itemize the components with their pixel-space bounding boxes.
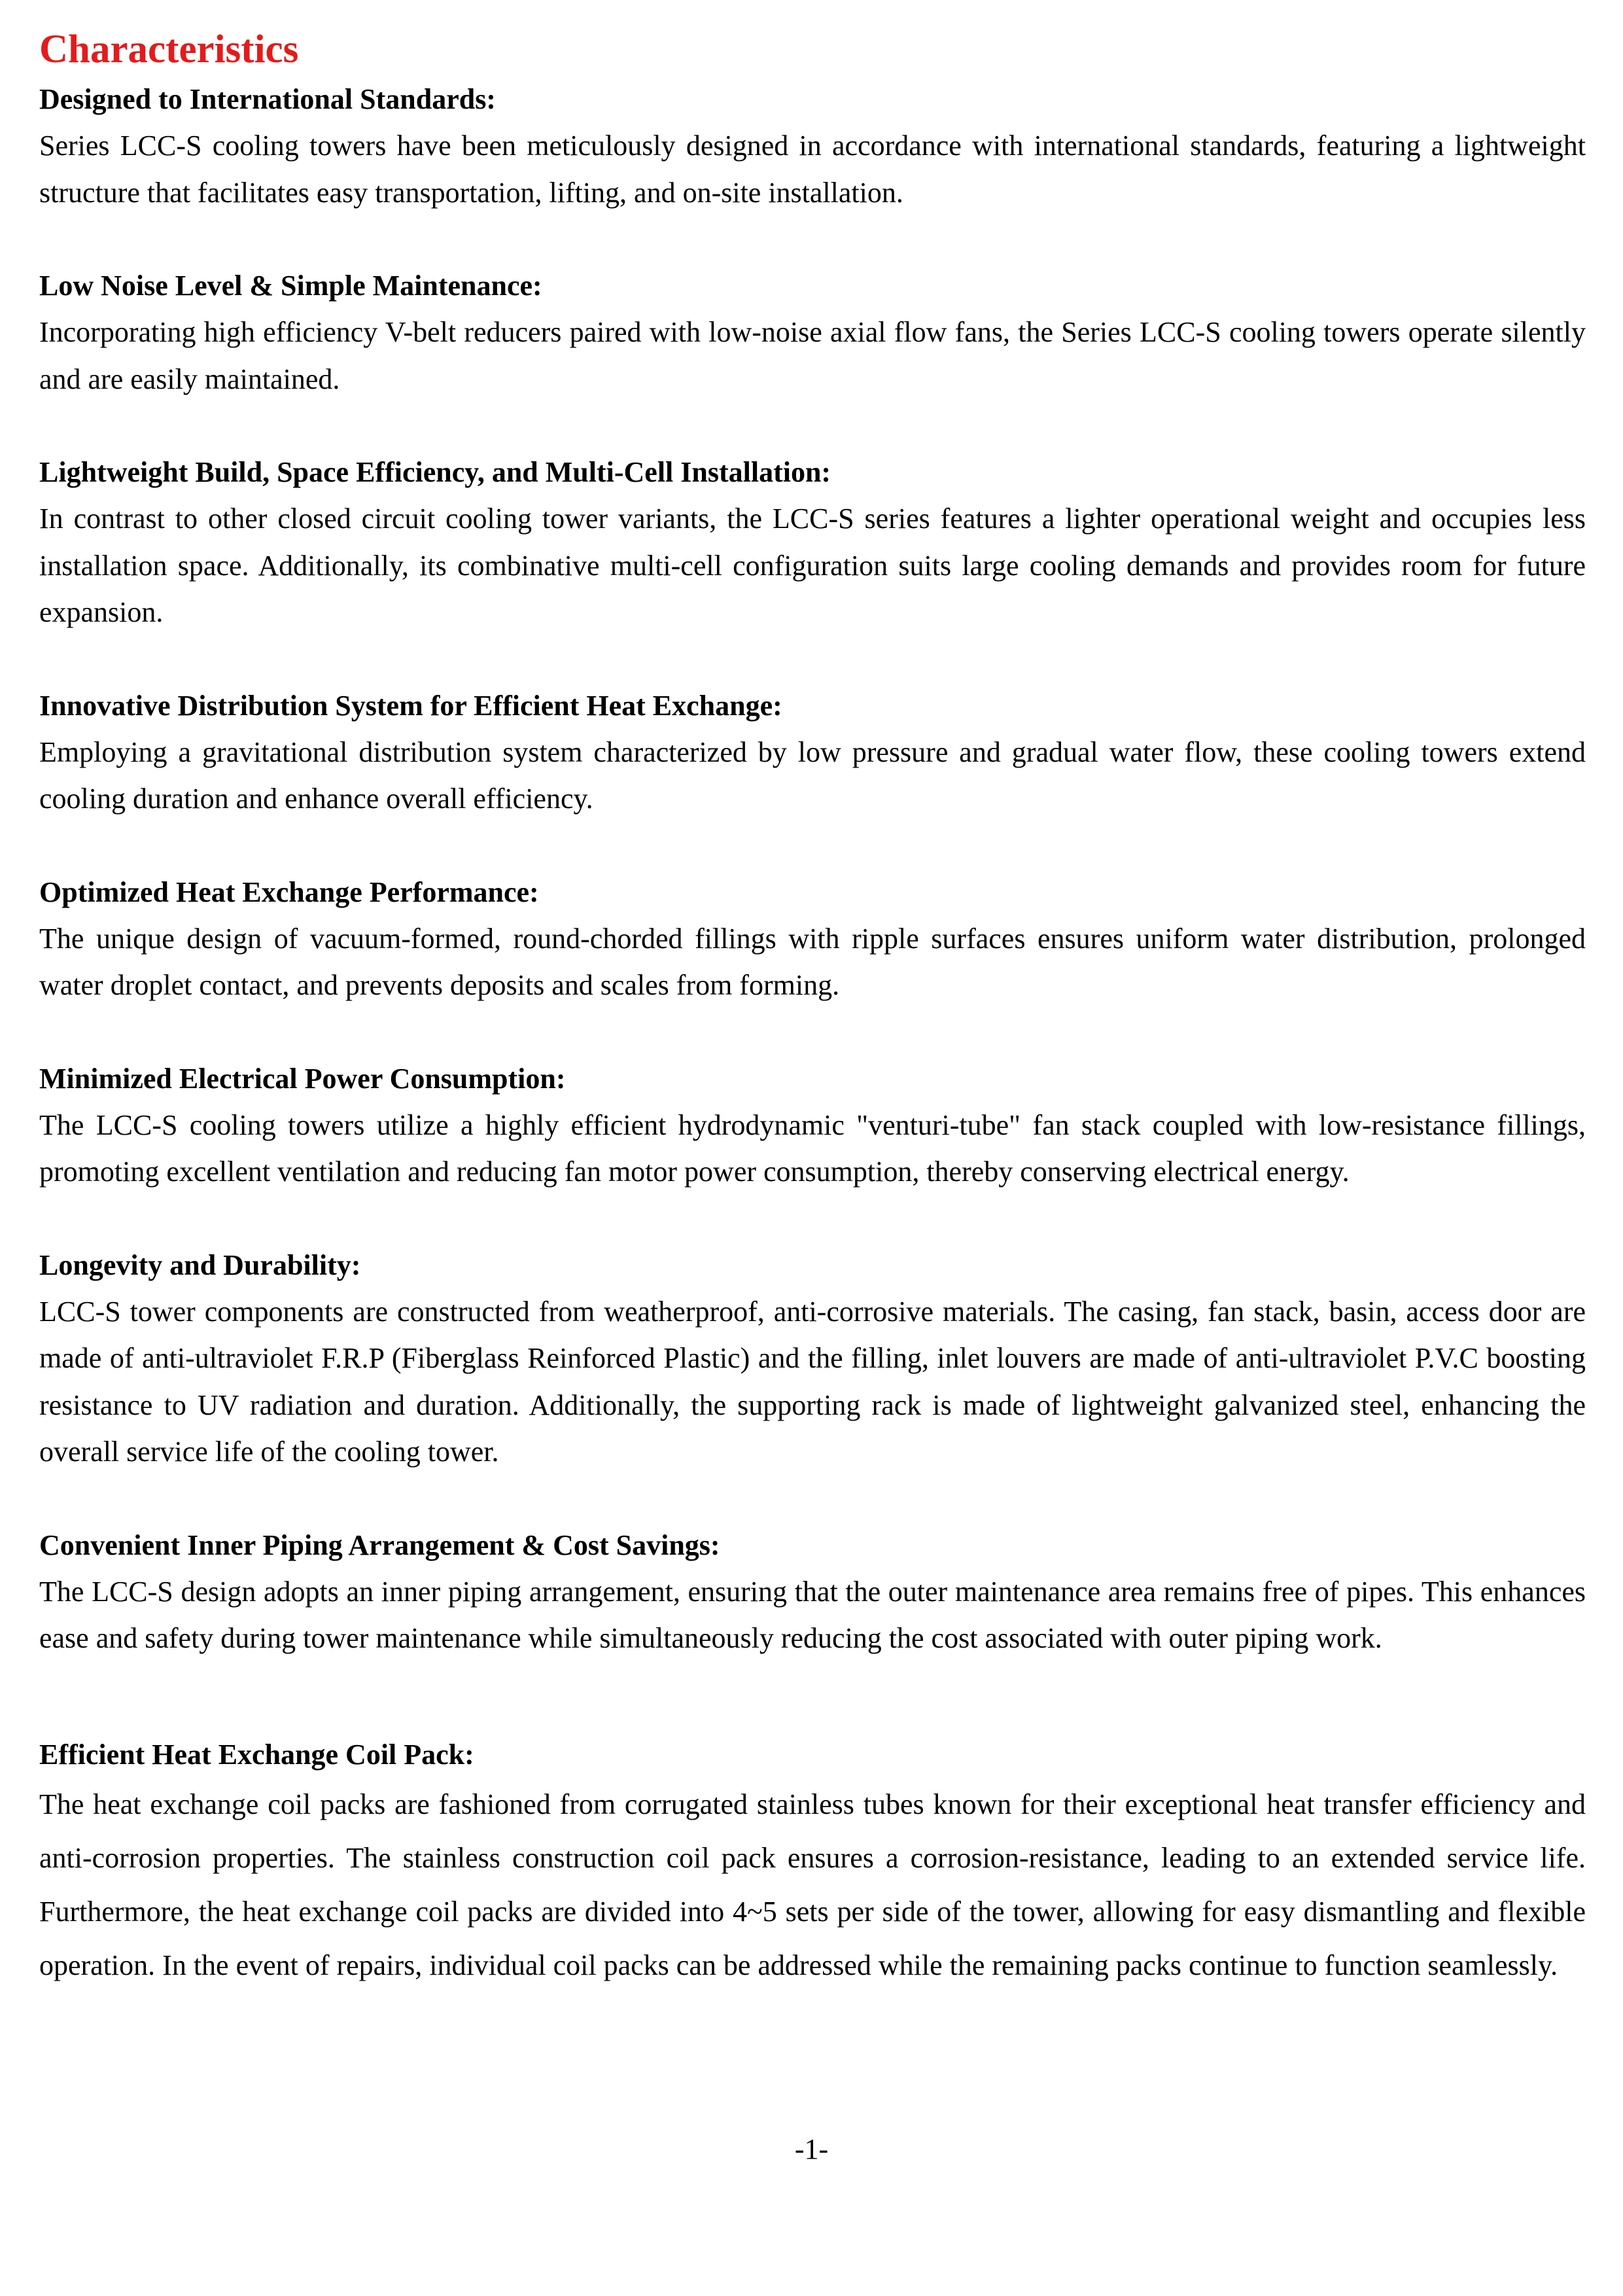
paragraph-spacer <box>39 636 1586 682</box>
section-heading: Designed to International Standards: <box>39 83 496 115</box>
document-page <box>39 24 1586 1992</box>
section-heading: Low Noise Level & Simple Maintenance: <box>39 270 542 302</box>
paragraph-spacer <box>39 216 1586 262</box>
paragraph-spacer <box>39 1009 1586 1055</box>
section-body: The unique design of vacuum-formed, round-chorded fillings with ripple surfaces ensures uniform water distribution, prolonged water droplet contact, and prevents deposits and scales from forming. <box>39 922 1586 1001</box>
section-body: Series LCC-S cooling towers have been meticulously designed in accordance with international standards, featuring a lightweight structure that facilitates easy transportation, lifting, and on-site installation. <box>39 130 1586 209</box>
section-body: LCC-S tower components are constructed from weatherproof, anti-corrosive materials. The casing, fan stack, basin, access door are made of anti-ultraviolet F.R.P (Fiberglass Reinforced Plastic) and the filling, inlet louvers are made of anti-ultraviolet P.V.C boosting resistance to UV radiation and duration. Additionally, the supporting rack is made of lightweight galvanized steel, enhancing the overall service life of the cooling tower. <box>39 1295 1586 1468</box>
paragraph-spacer <box>39 1475 1586 1522</box>
paragraph-spacer <box>39 402 1586 449</box>
paragraph-spacer <box>39 1662 1586 1708</box>
section-distribution-system <box>39 682 1586 822</box>
section-body: The LCC-S cooling towers utilize a highly efficient hydrodynamic "venturi-tube" fan stack coupled with low-resistance fillings, promoting excellent ventilation and reducing fan motor power consumption, thereby conserving electrical energy. <box>39 1108 1586 1188</box>
paragraph-spacer <box>39 1195 1586 1242</box>
section-heading: Convenient Inner Piping Arrangement & Cost Savings: <box>39 1528 720 1561</box>
section-heading: Lightweight Build, Space Efficiency, and Multi-Cell Installation: <box>39 456 831 488</box>
section-inner-piping <box>39 1522 1586 1662</box>
section-low-noise <box>39 262 1586 402</box>
section-heading: Optimized Heat Exchange Performance: <box>39 875 539 908</box>
section-heading: Efficient Heat Exchange Coil Pack: <box>39 1738 474 1771</box>
section-heading: Minimized Electrical Power Consumption: <box>39 1062 566 1095</box>
section-longevity <box>39 1242 1586 1475</box>
section-body: Incorporating high efficiency V-belt reducers paired with low-noise axial flow fans, the Series LCC-S cooling towers operate silently and are easily maintained. <box>39 316 1586 395</box>
section-body: The LCC-S design adopts an inner piping arrangement, ensuring that the outer maintenance area remains free of pipes. This enhances ease and safety during tower maintenance while simultaneously reducing the cost associated with outer piping work. <box>39 1575 1586 1654</box>
paragraph-spacer <box>39 822 1586 869</box>
section-heading: Longevity and Durability: <box>39 1248 361 1281</box>
section-heading: Innovative Distribution System for Efficient Heat Exchange: <box>39 689 782 722</box>
page-title: Characteristics <box>39 27 299 71</box>
section-lightweight-build <box>39 449 1586 636</box>
section-body: In contrast to other closed circuit cooling tower variants, the LCC-S series features a lighter operational weight and occupies less installation space. Additionally, its combinative multi-cell configuration suits large cooling demands and provides room for future expansion. <box>39 503 1586 628</box>
section-power-consumption <box>39 1055 1586 1195</box>
section-coil-pack <box>39 1731 1586 1992</box>
page-number: -1- <box>794 2133 829 2165</box>
section-heat-exchange-performance <box>39 869 1586 1009</box>
section-body: The heat exchange coil packs are fashioned from corrugated stainless tubes known for their exceptional heat transfer efficiency and anti-corrosion properties. The stainless construction coil pack ensures a corrosion-resistance, leading to an extended service life. Furthermore, the heat exchange coil packs are divided into 4~5 sets per side of the tower, allowing for easy dismantling and flexible operation. In the event of repairs, individual coil packs can be addressed while the remaining packs continue to function seamlessly. <box>39 1788 1586 1981</box>
section-body: Employing a gravitational distribution system characterized by low pressure and gradual water flow, these cooling towers extend cooling duration and enhance overall efficiency. <box>39 735 1586 815</box>
section-international-standards <box>39 76 1586 216</box>
